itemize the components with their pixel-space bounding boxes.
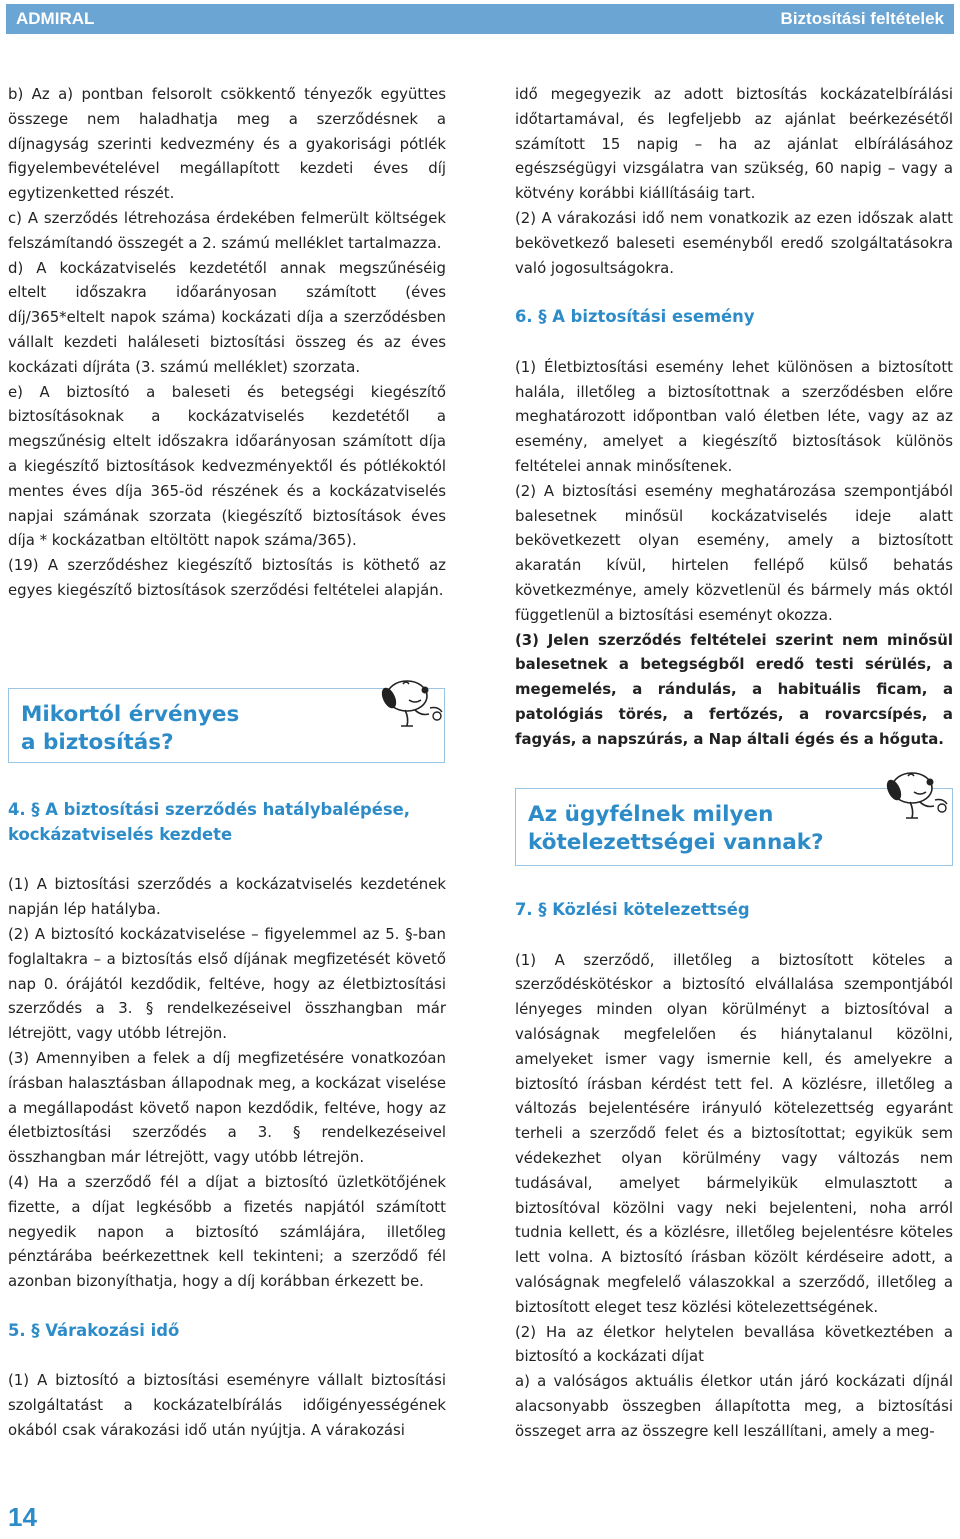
right-column-bottom: [515, 898, 953, 1444]
section-5-title: 5. § Várakozási idő: [8, 1320, 180, 1340]
snoopy-illustration-icon: [375, 668, 447, 732]
section-7-paragraph-2: (2) Ha az életkor helytelen bevallása következtében a biztosító a kockázati díjat: [515, 1322, 953, 1366]
page-header: [6, 4, 954, 34]
callout-line-1: Mikortól érvényes: [21, 702, 240, 727]
section-7-title: 7. § Közlési kötelezettség: [515, 900, 750, 919]
section-7-paragraph-a: a) a valóságos aktuális életkor után járó kockázati díjnál alacsonyabb összegben állapította meg, a biztosítási összeget arra az összegre kell leszállítani, amely a meg-: [515, 1372, 953, 1440]
section-6-paragraph-3: (3) Jelen szerződés feltételei szerint nem minősül balesetnek a betegségből eredő testi sérülés, a megemelés, a rándulás, a habituális ficam, a patológiás törés, a fertőzés, a rovarcsípés, a fagyás, a napszúrás, a Nap általi égés és a hőguta.: [515, 630, 953, 748]
page-number: 14: [8, 1502, 37, 1532]
snoopy-illustration-icon: [880, 760, 952, 824]
section-4-title-line-1: 4. § A biztosítási szerződés hatálybalépése,: [8, 800, 410, 819]
callout-line-2: a biztosítás?: [21, 730, 174, 755]
waiting-period-continued: idő megegyezik az adott biztosítás kockázatelbírálási időtartamával, és legfeljebb az ajánlat beérkezésétől számított 15 napig – ha az ajánlat elbírálásához egészségügyi vizsgálatra van szükség, 60 napig – vagy a kötvény korábbi kiállításáig tart.: [515, 85, 953, 203]
paragraph-e: e) A biztosító a baleseti és betegségi kiegészítő biztosításoknak a kockázatviselés kezdetétől a megszűnésig eltelt időszakra időarányosan számított díja a kiegészítő biztosítások kedvezményektől és pótlékoktól mentes éves díja 365-öd részének és a kockázatviselés napjai számának szorzata (kiegészítő biztosítások éves díja * kockázatban eltöltött napok száma/365).: [8, 382, 446, 550]
waiting-period-paragraph-2: (2) A várakozási idő nem vonatkozik az ezen időszak alatt bekövetkező baleseti eseményből eredő szolgáltatásokra való jogosultságokra.: [515, 208, 953, 277]
section-4-paragraph-3: (3) Amennyiben a felek a díj megfizetésére vonatkozóan írásban halasztásban állapodnak meg, a kockázat viselése a megállapodást követő napon kezdődik, feltéve, hogy az életbiztosítási szerződés a 3. § rendelkezéseivel összhangban már létrejött, vagy utóbb létrejön.: [8, 1048, 446, 1167]
section-7-paragraph-1: (1) A szerződő, illetőleg a biztosított köteles a szerződéskötéskor a biztosító elvállalása szempontjából lényeges minden olyan körülményt a biztosítóval a valóságnak megfelelően és hiánytalanul közölni, amelyeket ismer vagy ismernie kell, és amelyekre a biztosító írásban kérdést tett fel. A közlésre, illetőleg a változás bejelentésére irányuló kötelezettség egyaránt terheli a szerződő felet és a biztosítottat; egyikük sem védekezhet olyan körülmény vagy változás nem tudásával, amelyet bármelyikük elmulasztott a biztosítóval közölni vagy neki bejelenteni, noha arról tudnia kellett, és a közlésre, illetőleg bejelentésre köteles lett volna. A biztosító írásban közölt kérdéseire adott, a valóságnak megfelelő válaszokkal a szerződő, illetőleg a biztosított eleget tesz közlési kötelezettségének.: [515, 950, 953, 1316]
section-6-paragraph-1: (1) Életbiztosítási esemény lehet különösen a biztosított halála, illetőleg a biztosítottnak a szerződésben előre meghatározott időpontban való életben léte, vagy az az esemény, amelyet a kiegészítő biztosítások különös feltételei annak minősítenek.: [515, 357, 953, 475]
section-4-title-line-2: kockázatviselés kezdete: [8, 824, 233, 844]
section-4-paragraph-1: (1) A biztosítási szerződés a kockázatviselés kezdetének napján lép hatályba.: [8, 875, 446, 919]
section-5-paragraph-1: (1) A biztosító a biztosítási eseményre vállalt biztosítási szolgáltatást a kockázatelbírálás időigényességének okából csak várakozási idő után nyújtja. A várakozási: [8, 1371, 446, 1439]
paragraph-c: c) A szerződés létrehozása érdekében felmerült költségek felszámítandó összegét a 2. számú melléklet tartalmazza.: [8, 208, 446, 252]
section-6-title: 6. § A biztosítási esemény: [515, 307, 755, 327]
callout-line-1: Az ügyfélnek milyen: [528, 802, 774, 827]
document-title: Biztosítási feltételek: [780, 9, 944, 28]
section-6-paragraph-2: (2) A biztosítási esemény meghatározása szempontjából balesetnek minősül kockázatviselés ideje alatt bekövetkezett olyan esemény, amely a biztosított akaratán kívül, hirtelen fellépő külső behatás következménye, amely közvetlenül és bármely más októl függetlenül a biztosítási eseményt okozza.: [515, 481, 953, 624]
paragraph-b: b) Az a) pontban felsorolt csökkentő tényezők együttes összege nem haladhatja meg a szerződésnek a díjnagyság szerinti kedvezmény és a gyakorisági pótlék figyelembevételével megállapított kezdeti éves díj egytizenketted részét.: [8, 85, 446, 203]
section-4-paragraph-4: (4) Ha a szerződő fél a díjat a biztosító üzletkötőjének fizette, a díjat legkésőbb a fizetés napjától számított negyedik napon a biztosító számlájára, illetőleg pénztárába beérkezettnek kell tekinteni; a szerződő fél azonban bizonyíthatja, hogy a díj korábban érkezett be.: [8, 1172, 446, 1291]
right-column-top: [515, 82, 953, 752]
callout-line-2: kötelezettségei vannak?: [528, 830, 824, 855]
left-column-top: [8, 82, 446, 603]
left-column-bottom: [8, 798, 446, 1443]
brand-name: ADMIRAL: [16, 9, 95, 28]
section-4-paragraph-2: (2) A biztosító kockázatviselése – figyelemmel az 5. §-ban foglaltakra – a biztosítás első díjának megfizetését követő nap 0. órájától kezdődik, feltéve, hogy az életbiztosítási szerződés a 3. § rendelkezéseivel összhangban már létrejött, vagy utóbb létrejön.: [8, 924, 446, 1043]
paragraph-19: (19) A szerződéshez kiegészítő biztosítás is köthető az egyes kiegészítő biztosítások szerződési feltételei alapján.: [8, 556, 446, 599]
paragraph-d: d) A kockázatviselés kezdetétől annak megszűnéséig eltelt időszakra időarányosan számított (éves díj/365*eltelt napok száma) kockázati díja a szerződésben vállalt kezdeti haláleseti biztosítási összeg és az éves kockázati díjráta (3. számú melléklet) szorzata.: [8, 258, 446, 376]
